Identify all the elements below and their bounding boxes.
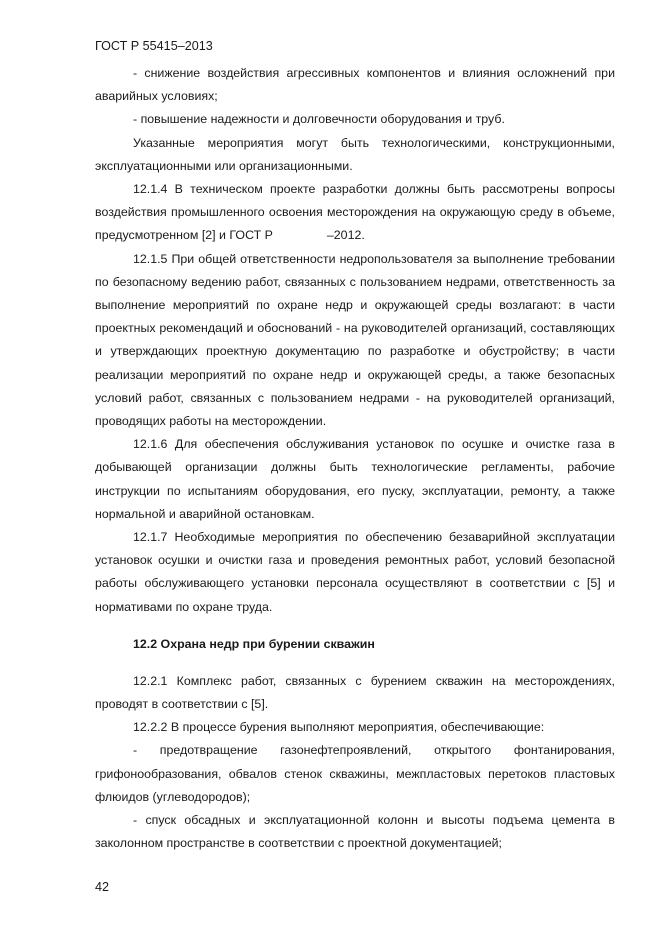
paragraph-12-1-7: 12.1.7 Необходимые мероприятия по обеспечению безаварийной эксплуатации установок осушки и очистки газа и проведения ремонтных работ, условий безопасной работы обслуживающего установки персонала осуществляют в соответствии с [5] и нормативами по охране труда. — [95, 530, 615, 614]
paragraph-12-1-4-year: –2012. — [326, 228, 365, 243]
paragraph-12-1-4 — [95, 178, 615, 248]
page-number: 42 — [95, 880, 110, 894]
document-code-header: ГОСТ Р 55415–2013 — [95, 39, 213, 53]
document-body — [95, 62, 615, 856]
list-item-aggressive-components: - снижение воздействия агрессивных компонентов и влияния осложнений при аварийных условиях; — [95, 66, 615, 104]
paragraph-12-1-5: 12.1.5 При общей ответственности недропользователя за выполнение требовании по безопасному ведению работ, связанных с пользованием недрами, ответственность за выполнение мероприятий по охране недр и окружающей среды возлагают: в части проектных рекомендаций и обоснований - на руководителей организаций, составляющих и утверждающих проектную документацию по разработке и обустройству; в части реализации мероприятий по охране недр и окружающей среды, а также безопасных условий работ, связанных с пользованием недрами - на руководителей организаций, проводящих работы на месторождении. — [95, 251, 615, 429]
section-heading-12-2: 12.2 Охрана недр при бурении скважин — [133, 636, 375, 651]
paragraph-12-2-1: 12.2.1 Комплекс работ, связанных с бурением скважин на месторождениях, проводят в соответствии с [5]. — [95, 673, 615, 712]
paragraph-12-1-4-text: 12.1.4 В техническом проекте разработки должны быть рассмотрены вопросы воздействия промышленного освоения месторождения на окружающую среду в объеме, предусмотренном [2] и ГОСТ Р — [95, 182, 615, 243]
paragraph-12-1-6: 12.1.6 Для обеспечения обслуживания установок по осушке и очистке газа в добывающей организации должны быть технологические регламенты, рабочие инструкции по испытаниям оборудования, его пуску, эксплуатации, ремонту, а также нормальной и аварийной остановкам. — [95, 437, 615, 521]
paragraph-measures-types: Указанные мероприятия могут быть технологическими, конструкционными, эксплуатационными или организационными. — [95, 135, 615, 173]
list-item-prevention: - предотвращение газонефтепроявлений, открытого фонтанирования, грифонообразования, обвалов стенок скважины, межпластовых перетоков пластовых флюидов (углеводородов); — [95, 743, 615, 804]
list-item-casing: - спуск обсадных и эксплуатационной колонн и высоты подъема цемента в заколонном пространстве в соответствии с проектной документацией; — [95, 813, 615, 851]
list-item-reliability: - повышение надежности и долговечности оборудования и труб. — [133, 112, 505, 127]
paragraph-12-2-2: 12.2.2 В процессе бурения выполняют мероприятия, обеспечивающие: — [133, 720, 545, 735]
